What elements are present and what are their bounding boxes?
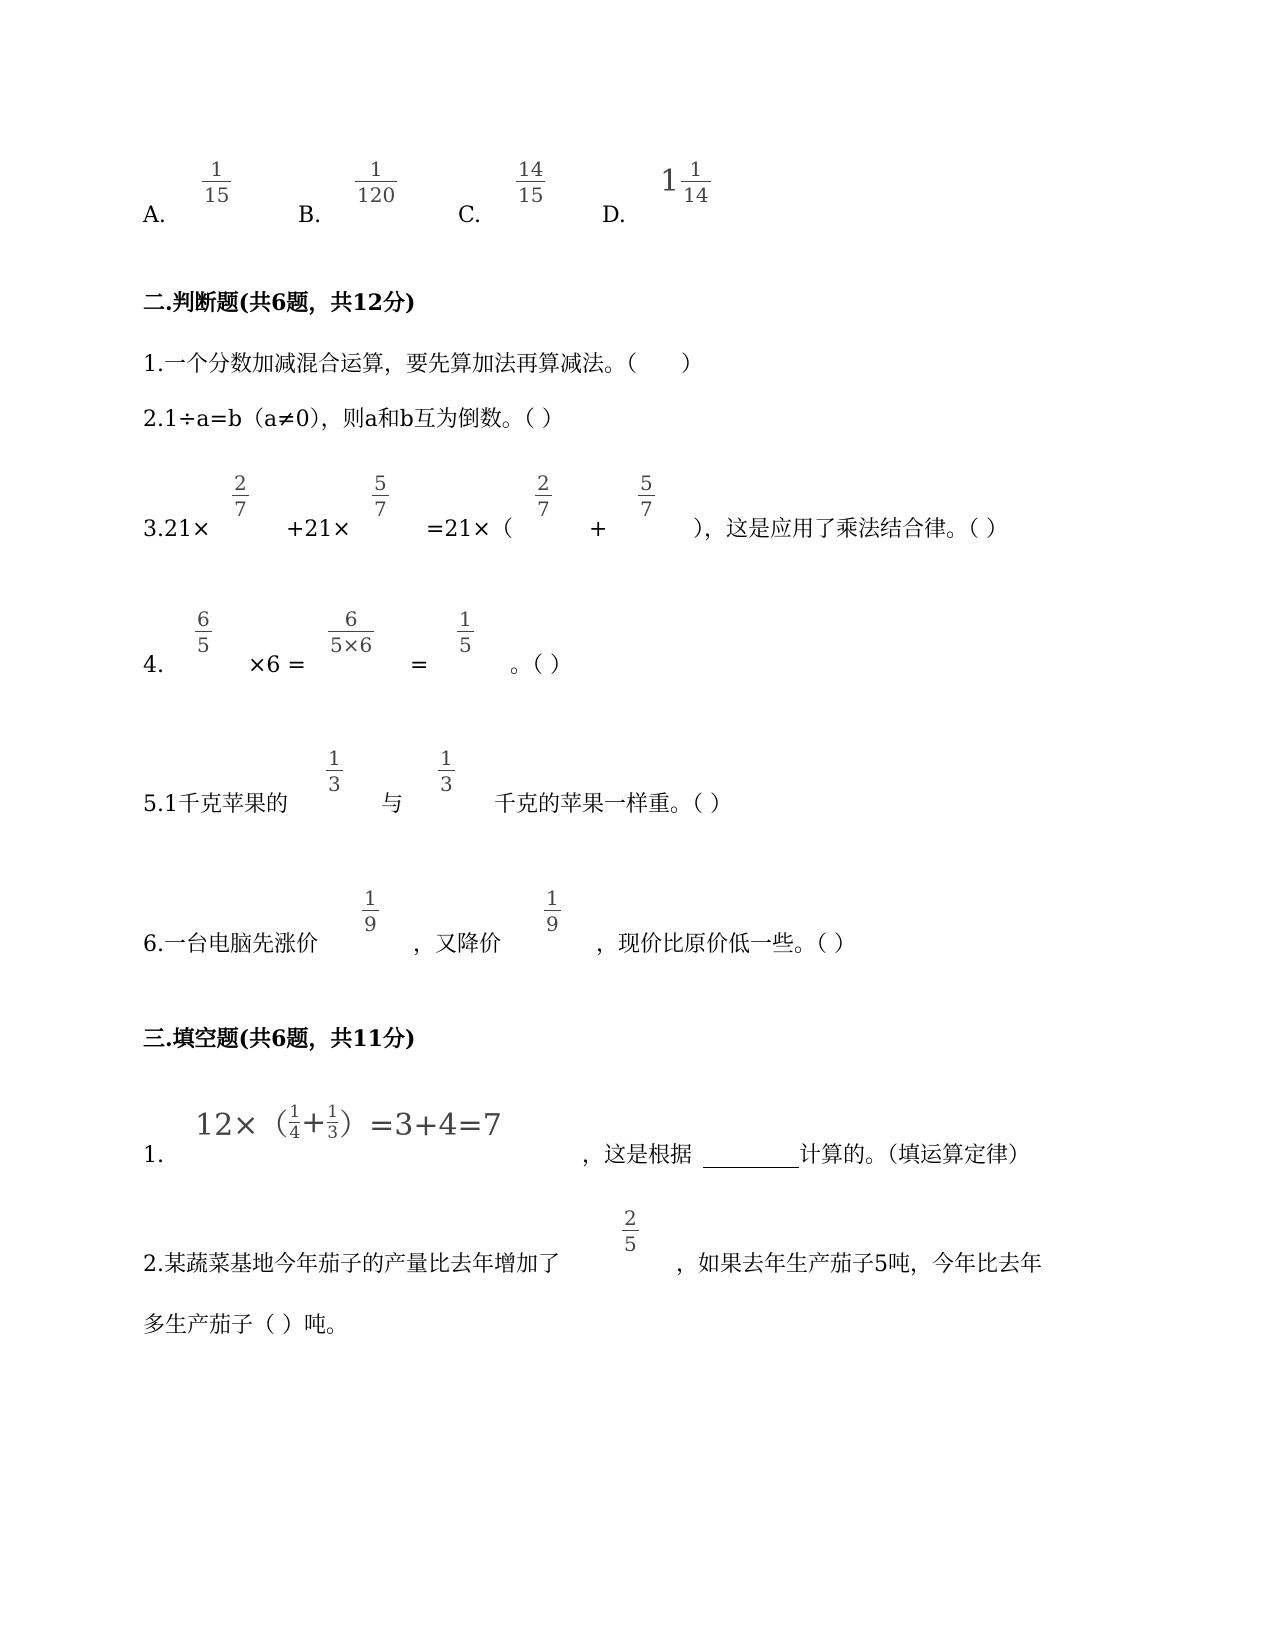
- denominator: 4: [289, 1122, 301, 1143]
- numerator: 14: [518, 157, 544, 181]
- option-a-label: A.: [143, 203, 166, 228]
- text: 6.一台电脑先涨价: [143, 932, 318, 957]
- fraction: [638, 472, 655, 520]
- numerator: 2: [624, 1206, 637, 1230]
- fraction: [457, 608, 474, 656]
- numerator: 6: [344, 607, 358, 631]
- denominator: 15: [204, 183, 230, 207]
- numerator: 1: [546, 886, 559, 910]
- fraction: [362, 887, 379, 935]
- option-c-label: C.: [458, 203, 482, 228]
- fraction: [327, 1103, 338, 1142]
- denominator: 5: [459, 633, 472, 657]
- plus-sign: +: [301, 1104, 327, 1140]
- numerator: 2: [234, 471, 247, 495]
- denominator: 3: [327, 1122, 339, 1143]
- option-b-fraction: [355, 158, 397, 206]
- denominator: 9: [546, 912, 559, 936]
- fraction: [622, 1207, 639, 1255]
- numerator: 1: [210, 157, 224, 181]
- option-c-fraction: [516, 158, 545, 206]
- option-d-mixed-number: [660, 158, 711, 206]
- fraction: [544, 887, 561, 935]
- denominator: 5×6: [330, 633, 373, 657]
- text: 3.21×: [143, 517, 211, 542]
- option-d-label: D.: [602, 203, 626, 228]
- text: 计算的。（填运算定律）: [799, 1143, 1031, 1168]
- numerator: 1: [459, 607, 472, 631]
- option-a-fraction: [202, 158, 231, 206]
- text: 与: [381, 792, 404, 817]
- text: 千克的苹果一样重。（ ）: [494, 792, 732, 817]
- text: ×6 =: [248, 653, 306, 678]
- option-b-label: B.: [298, 203, 322, 228]
- text: ，如果去年生产茄子5吨，今年比去年: [676, 1252, 1042, 1277]
- numerator: 6: [197, 607, 210, 631]
- section-3-title: 三.填空题(共6题，共11分): [143, 1026, 416, 1052]
- text: +: [589, 517, 608, 542]
- text: =21×（: [426, 517, 513, 542]
- text: +21×: [286, 517, 351, 542]
- s2-question-1: 1.一个分数加减混合运算，要先算加法再算减法。（ ）: [143, 352, 703, 377]
- fraction: [535, 472, 552, 520]
- numerator: 1: [689, 157, 703, 181]
- denominator: 7: [640, 497, 653, 521]
- text: 1.: [143, 1143, 164, 1168]
- answer-blank[interactable]: [703, 1143, 799, 1168]
- denominator: 5: [197, 633, 210, 657]
- text: 4.: [143, 653, 164, 678]
- numerator: 1: [327, 1101, 339, 1122]
- equation-part: 12×（: [195, 1108, 289, 1143]
- fraction: [438, 747, 455, 795]
- equation-image: [195, 1100, 502, 1144]
- denominator: 15: [518, 183, 544, 207]
- whole-part: 1: [660, 164, 680, 199]
- text: =: [410, 653, 429, 678]
- text: 5.1千克苹果的: [143, 792, 288, 817]
- denominator: 120: [357, 183, 396, 207]
- denominator: 7: [374, 497, 387, 521]
- fraction: [232, 472, 249, 520]
- s2-question-2: 2.1÷a=b（a≠0），则a和b互为倒数。（ ）: [143, 407, 564, 432]
- denominator: 5: [624, 1232, 637, 1256]
- section-2-title: 二.判断题(共6题，共12分): [143, 290, 416, 316]
- text: ，又降价: [413, 932, 502, 957]
- numerator: 5: [640, 471, 653, 495]
- text: 。（ ）: [510, 653, 572, 678]
- fraction: [372, 472, 389, 520]
- text: 2.某蔬菜基地今年茄子的产量比去年增加了: [143, 1252, 560, 1277]
- fraction: [326, 747, 343, 795]
- numerator: 5: [374, 471, 387, 495]
- denominator: 14: [683, 183, 709, 207]
- numerator: 1: [364, 886, 377, 910]
- text: ，这是根据: [582, 1143, 693, 1168]
- fraction: [289, 1103, 300, 1142]
- numerator: 2: [537, 471, 550, 495]
- denominator: 3: [328, 772, 341, 796]
- text: ，现价比原价低一些。（ ）: [596, 932, 856, 957]
- fraction-part: [681, 158, 710, 206]
- numerator: 1: [440, 746, 453, 770]
- equation-part: ）=3+4=7: [339, 1108, 502, 1143]
- fraction: [195, 608, 212, 656]
- numerator: 1: [328, 746, 341, 770]
- denominator: 7: [537, 497, 550, 521]
- text: ），这是应用了乘法结合律。（ ）: [693, 517, 1008, 542]
- fraction: [328, 608, 374, 656]
- numerator: 1: [289, 1101, 301, 1122]
- denominator: 9: [364, 912, 377, 936]
- denominator: 7: [234, 497, 247, 521]
- text: 多生产茄子（ ）吨。: [143, 1313, 348, 1338]
- numerator: 1: [369, 157, 383, 181]
- denominator: 3: [440, 772, 453, 796]
